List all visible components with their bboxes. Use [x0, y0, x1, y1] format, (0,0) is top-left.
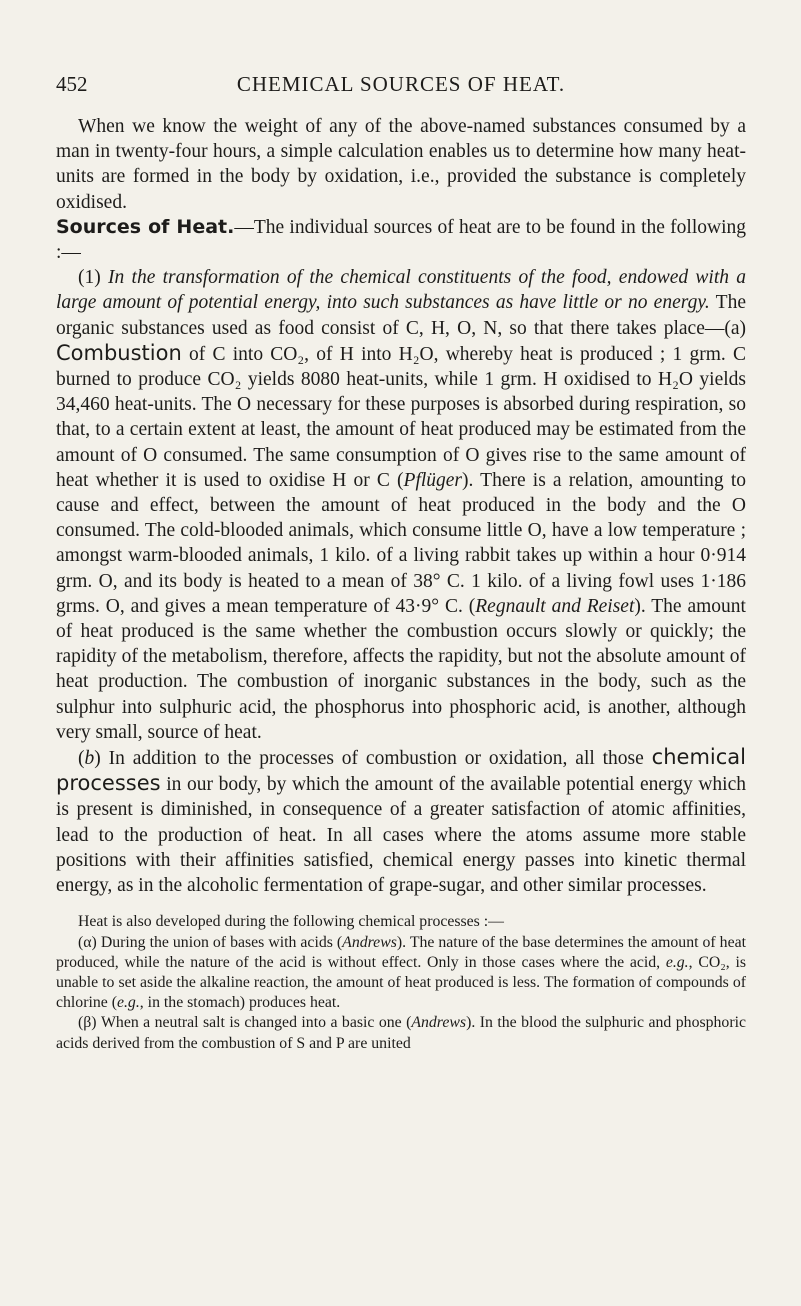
citation-andrews: Andrews: [342, 933, 397, 951]
text-run: , in the stomach) produces heat.: [139, 994, 341, 1012]
item-letter: b: [84, 748, 95, 770]
text-run: ) In addition to the processes of combustion or oxidation, all those: [94, 748, 652, 770]
paragraph-sources: [56, 215, 746, 265]
running-head: CHEMICAL SOURCES OF HEAT.: [236, 72, 566, 96]
paragraph-intro: When we know the weight of any of the above-named substances consumed by a man in twenty-four hours, a simple calculation enables us to determine how many heat-units are formed in the body by oxidation, i.e., provided the substance is completely oxidised.: [56, 116, 746, 213]
small-print-notes: [56, 912, 746, 1053]
text-run: ). The amount of heat produced is the same whether the combustion occurs slowly or quickly; the rapidity of the metabolism, therefore, affects the rapidity, but not the absolute amount of heat production. The combustion of inorganic substances in the body, such as the sulphur into sulphuric acid, the phosphorus into phosphoric acid, is another, although very small, source of heat.: [56, 595, 746, 743]
text-run: , CO₂, is unable to set aside the alkaline reaction, the amount of heat produced is less. The formation of compounds of chlorine (: [56, 953, 746, 1012]
paragraph-chemical-processes: [56, 745, 746, 898]
emphasis-chemical-processes: chemical processes: [56, 745, 746, 796]
text-run: (α) During the union of bases with acids (: [78, 933, 343, 951]
text-run: ). There is a relation, amounting to cause and effect, between the amount of heat produced in the body and the O consumed. The cold-blooded animals, which consume little O, have a low temperature ; amongst warm-blooded animals, 1 kilo. of a living rabbit takes up within a hour 0·914 grm. O, and its body is heated to a mean of 38° C. 1 kilo. of a living fowl uses 1·186 grms. O, and gives a mean temperature of 43·9° C. (: [56, 469, 746, 617]
citation-regnault: Regnault and Reiset: [475, 595, 635, 617]
text-run: ). In the blood the sulphuric and phosphoric acids derived from the combustion of S and P are united: [56, 1014, 746, 1052]
page-number: 452: [56, 72, 88, 96]
text-run: The organic substances used as food consist of C, H, O, N, so that there takes place—(a): [56, 292, 746, 339]
note-alpha: [56, 933, 746, 1014]
note-beta: [56, 1013, 746, 1053]
abbrev-eg: e.g.: [665, 953, 689, 971]
item-number: (1): [78, 267, 109, 289]
paragraph-transformation: [56, 265, 746, 745]
text-run: (: [78, 748, 85, 770]
text-run: in our body, by which the amount of the available potential energy which is present is diminished, in consequence of a greater satisfaction of atomic affinities, lead to the production of heat. In all cases where the atoms assume more stable positions with their affinities satisfied, chemical energy passes into kinetic thermal energy, as in the alcoholic fermentation of grape-sugar, and other similar processes.: [56, 774, 746, 897]
section-heading-text: —The individual sources of heat are to be found in the following :—: [56, 216, 746, 264]
page-header: [56, 72, 746, 98]
text-run: (β) When a neutral salt is changed into a basic one (: [78, 1014, 412, 1032]
section-heading: Sources of Heat.: [56, 215, 235, 238]
text-run: ). The nature of the base determines the amount of heat produced, while the nature of the acid is without effect. Only in those cases where the acid,: [56, 933, 746, 971]
text-run: of C into CO₂, of H into H₂O, whereby heat is produced ; 1 grm. C burned to produce CO₂ yields 8080 heat-units, while 1 grm. H oxidised to H₂O yields 34,460 heat-units. The O necessary for these purposes is absorbed during respiration, so that, to a certain extent at least, the amount of heat produced may be estimated from the amount of O consumed. The same consumption of O gives rise to the same amount of heat whether it is used to oxidise H or C (: [56, 343, 746, 491]
main-text: [56, 114, 746, 1054]
citation-andrews: Andrews: [411, 1014, 467, 1032]
emphasis-combustion: Combustion: [56, 340, 182, 365]
note-intro: Heat is also developed during the following chemical processes :—: [78, 913, 504, 931]
citation-pfluger: Pflüger: [403, 469, 463, 491]
abbrev-eg: e.g.: [116, 994, 140, 1012]
italic-statement: In the transformation of the chemical constituents of the food, endowed with a large amount of potential energy, into such substances as have little or no energy.: [56, 267, 746, 314]
